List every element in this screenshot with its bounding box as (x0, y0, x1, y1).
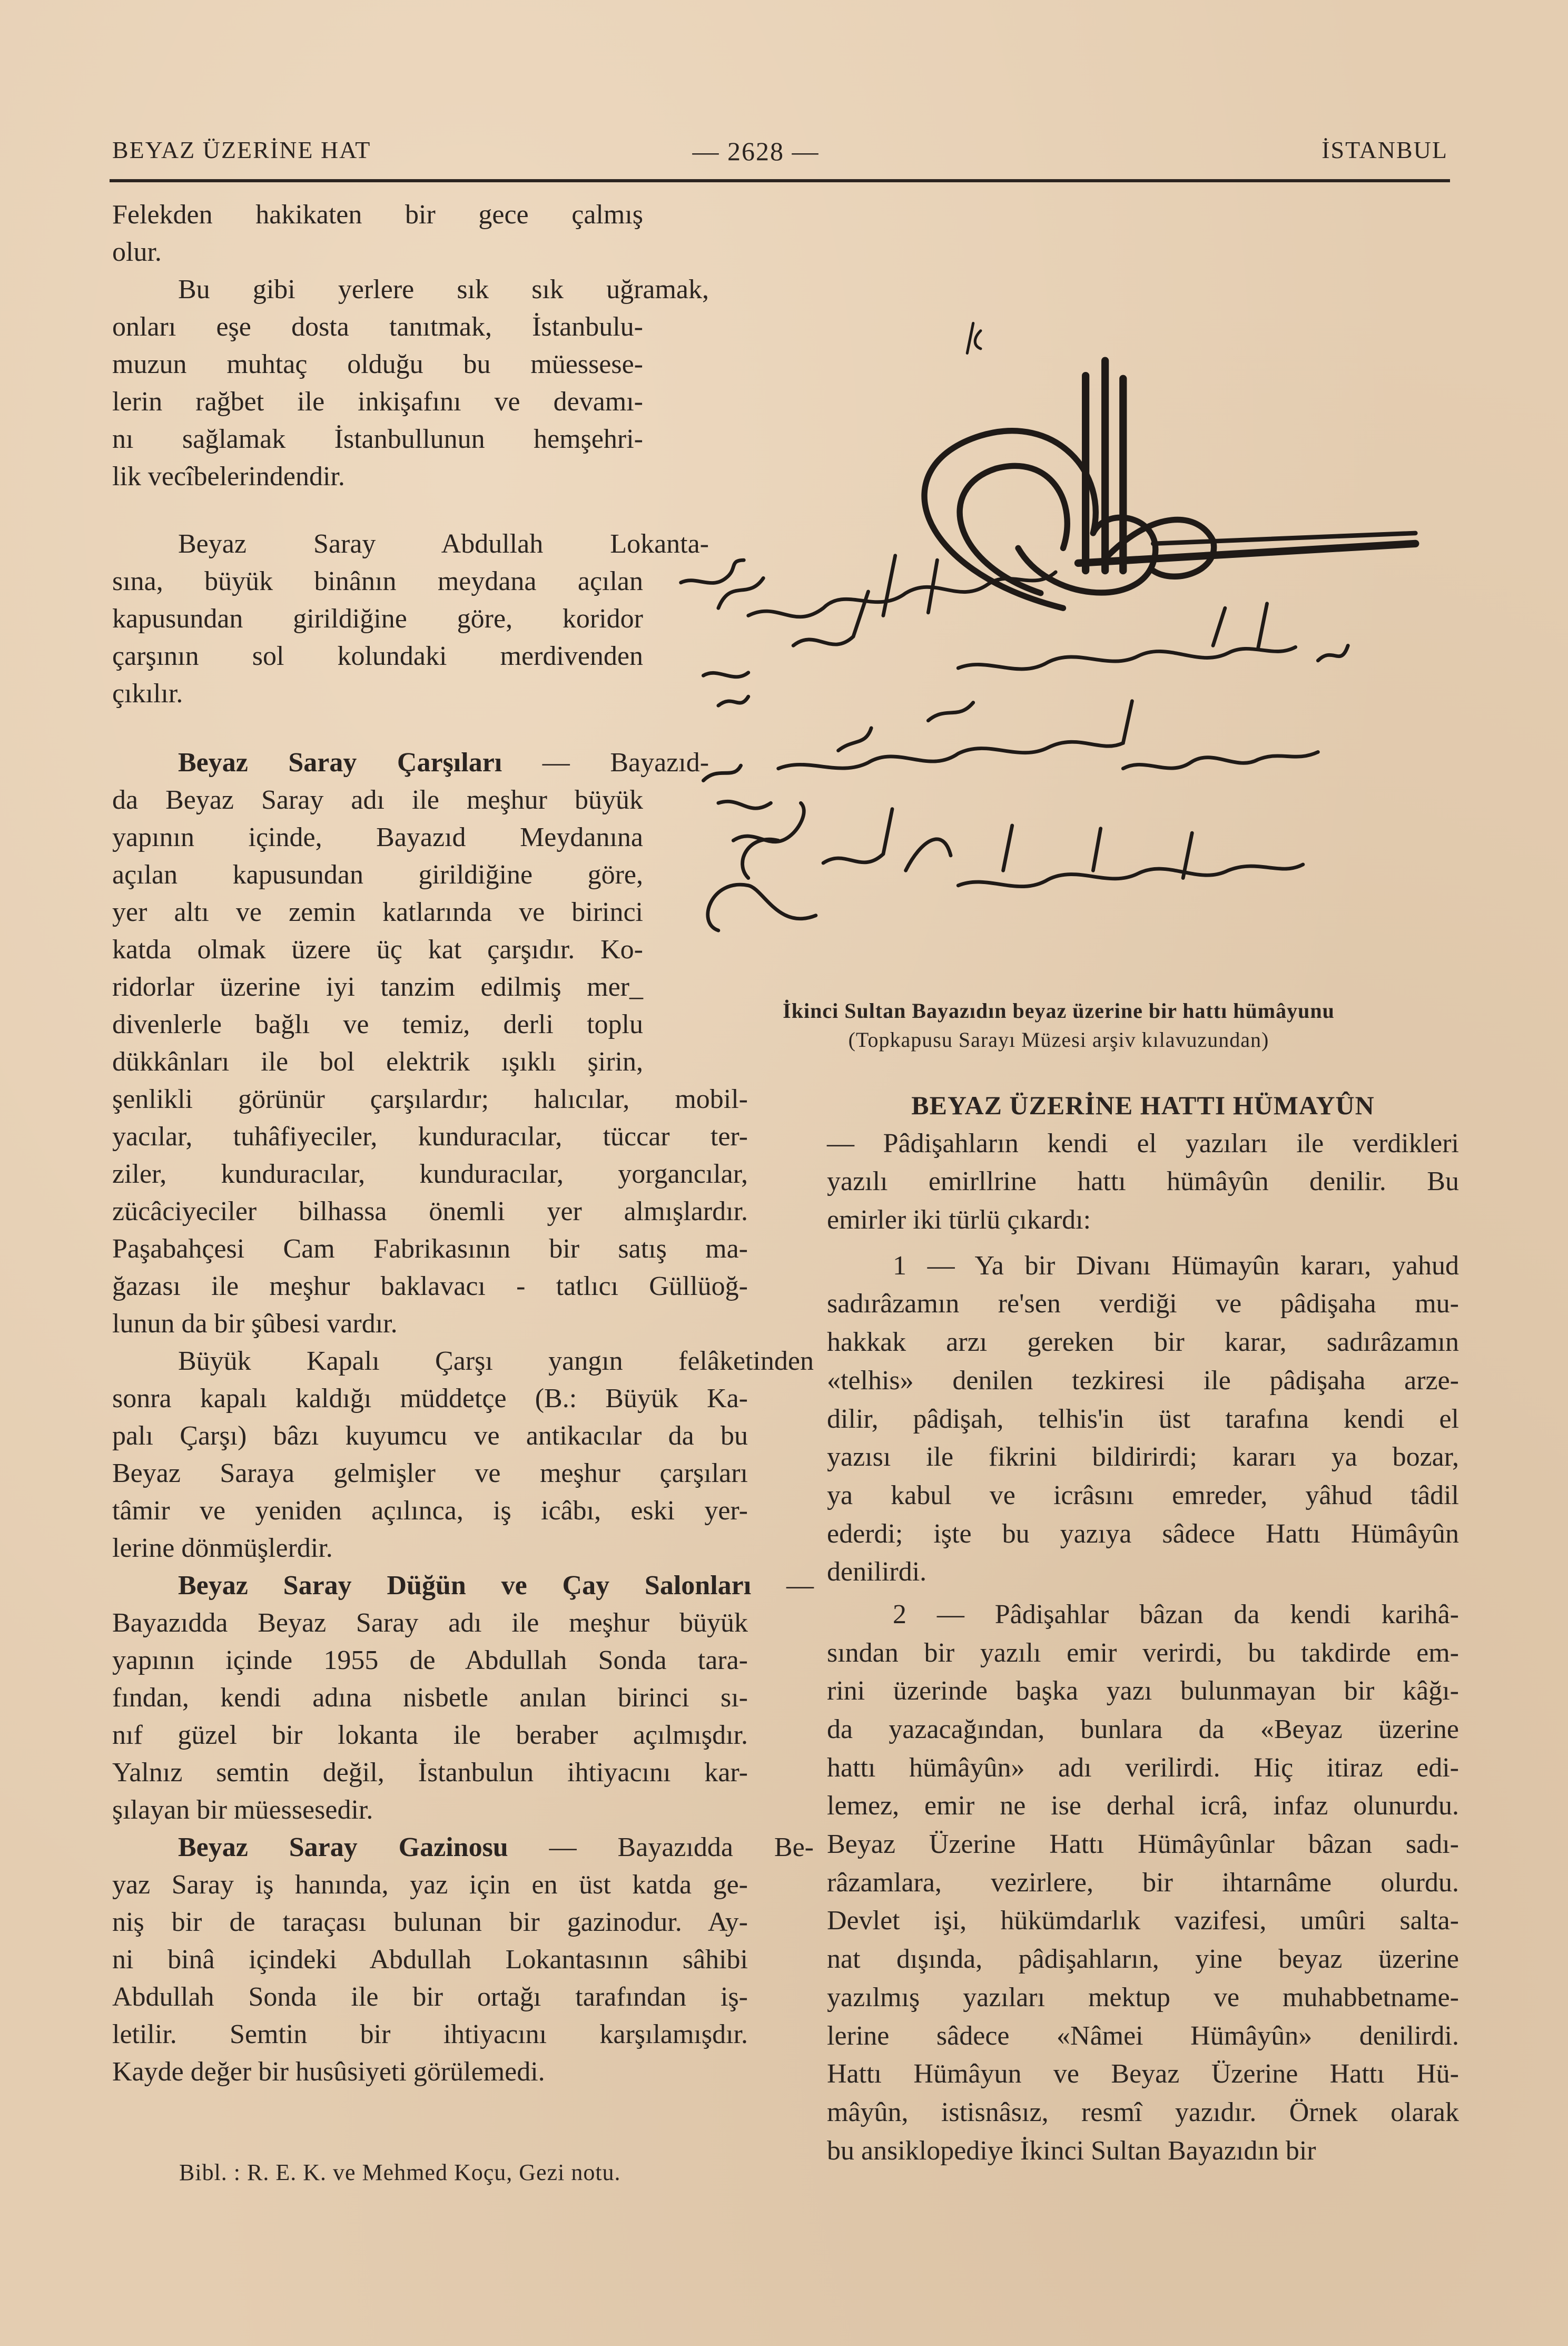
text-line: bu ansiklopediye İkinci Sultan Bayazıdın bir (827, 2135, 1316, 2166)
text-line: letilir. Semtin bir ihtiyacını karşılamışdır. (112, 2019, 748, 2049)
text-line: sonra kapalı kaldığı müddetçe (B.: Büyük Ka- (112, 1383, 748, 1414)
text-line: Yalnız semtin değil, İstanbulun ihtiyacını kar- (112, 1758, 748, 1788)
text-line: Beyaz Saray Düğün ve Çay Salonları — (178, 1570, 814, 1601)
text-line: Beyaz Üzerine Hattı Hümâyûnlar bâzan sadı- (827, 1829, 1459, 1860)
text-line: hattı hümâyûn» adı verilirdi. Hiç itiraz edi- (827, 1752, 1459, 1783)
text-line: 1 — Ya bir Divanı Hümayûn kararı, yahud (893, 1250, 1459, 1281)
running-header-section: İSTANBUL (1322, 136, 1448, 163)
text-line: Bayazıdda Beyaz Saray adı ile meşhur büyük (112, 1608, 748, 1638)
text-line: — Pâdişahların kendi el yazıları ile verdikleri (827, 1128, 1459, 1159)
tughra-figure (658, 211, 1438, 990)
entry-heading: Beyaz Saray Çarşıları (178, 748, 502, 778)
text-line: da yazacağından, bunlara da «Beyaz üzerine (827, 1714, 1459, 1744)
text-line: divenlerle bağlı ve temiz, derli toplu (112, 1009, 643, 1039)
text-line: «telhis» denilen tezkiresi ile pâdişaha arze- (827, 1365, 1459, 1396)
text-line: sından bir yazılı emir verirdi, bu takdirde em- (827, 1637, 1459, 1668)
text-line: nı sağlamak İstanbullunun hemşehri- (112, 424, 643, 454)
text-line: lik vecîbelerindendir. (112, 462, 345, 492)
text-line: Bu gibi yerlere sık sık uğramak, (178, 274, 709, 305)
text-line: zücâciyeciler bilhassa önemli yer almışlardır. (112, 1196, 748, 1226)
text-line: yapının içinde, Bayazıd Meydanına (112, 822, 643, 852)
text-line: çıkılır. (112, 679, 183, 709)
text-line: tâmir ve yeniden açılınca, iş icâbı, eski yer- (112, 1496, 748, 1526)
text-line: Felekden hakikaten bir gece çalmış (112, 200, 643, 230)
text-line: lerine dönmüşlerdir. (112, 1533, 333, 1563)
text-line: dilir, pâdişah, telhis'in üst tarafına kendi el (827, 1403, 1459, 1434)
text-line: yacılar, tuhâfiyeciler, kunduracılar, tüccar ter- (112, 1122, 748, 1152)
text-line: yapının içinde 1955 de Abdullah Sonda tara- (112, 1645, 748, 1675)
text-line: Beyaz Saray Abdullah Lokanta- (178, 529, 709, 559)
text-line: fından, kendi adına nisbetle anılan birinci sı- (112, 1683, 748, 1713)
right-column (827, 1086, 1459, 2170)
paragraph (827, 1125, 1459, 1240)
section-title: BEYAZ ÜZERİNE HATTI HÜMAYÛN (911, 1091, 1375, 1120)
text-line: kapusundan girildiğine göre, koridor (112, 604, 643, 634)
text-line: yaz Saray iş hanında, yaz için en üst katda ge- (112, 1870, 748, 1900)
text-line: Devlet işi, hükümdarlık vazifesi, umûri salta- (827, 1906, 1459, 1936)
text-line: yazılmış yazıları mektup ve muhabbetname- (827, 1982, 1459, 2013)
paragraph (827, 1247, 1459, 1592)
caption-title: İkinci Sultan Bayazıdın beyaz üzerine bir hattı hümâyunu (783, 999, 1335, 1023)
text-line: onları eşe dosta tanıtmak, İstanbulu- (112, 312, 643, 342)
text-line: yer altı ve zemin katlarında ve birinci (112, 897, 643, 927)
text-line: şenlikli görünür çarşılardır; halıcılar, mobil- (112, 1084, 748, 1114)
text-line: Kayde değer bir husûsiyeti görülemedi. (112, 2057, 545, 2087)
text-line: ni binâ içindeki Abdullah Lokantasının sâhibi (112, 1945, 748, 1975)
text-line: Abdullah Sonda ile bir ortağı tarafından iş- (112, 1982, 748, 2012)
text-line: muzun muhtaç olduğu bu müessese- (112, 349, 643, 379)
text-line: sına, büyük binânın meydana açılan (112, 566, 643, 596)
page-number: — 2628 — (692, 136, 820, 166)
entry-heading: Beyaz Saray Gazinosu (178, 1832, 508, 1862)
text-line: Paşabahçesi Cam Fabrikasının bir satış ma- (112, 1234, 748, 1264)
text-line: da Beyaz Saray adı ile meşhur büyük (112, 785, 643, 815)
text-line: nat dışında, pâdişahların, yine beyaz üzerine (827, 1944, 1459, 1975)
text-line: ederdi; işte bu yazıya sâdece Hattı Hümâyûn (827, 1518, 1459, 1549)
text-line: sadırâzamın re'sen verdiği ve pâdişaha mu- (827, 1289, 1459, 1319)
text-line: mâyûn, istisnâsız, resmî yazıdır. Örnek olarak (827, 2097, 1459, 2127)
text-line: açılan kapusundan girildiğine göre, (112, 860, 643, 890)
text-line: hakkak arzı gereken bir karar, sadırâzamın (827, 1327, 1459, 1358)
text-line: lunun da bir şûbesi vardır. (112, 1309, 398, 1339)
text-line: Beyaz Saraya gelmişler ve meşhur çarşıları (112, 1458, 748, 1488)
ottoman-script-icon (681, 323, 1348, 930)
text-line: niş bir de taraçası bulunan bir gazinodur. Ay- (112, 1907, 748, 1937)
text-line: yazılı emirllrine hattı hümâyûn denilir. Bu (827, 1166, 1459, 1197)
text-line: dükkânları ile bol elektrik ışıklı şirin, (112, 1047, 643, 1077)
text-line: Beyaz Saray Gazinosu — Bayazıdda Be- (178, 1832, 814, 1862)
text-line: palı Çarşı) bâzı kuyumcu ve antikacılar da bu (112, 1421, 748, 1451)
text-line: Hattı Hümâyun ve Beyaz Üzerine Hattı Hü- (827, 2059, 1459, 2089)
text-line: katda olmak üzere üç kat çarşıdır. Ko- (112, 935, 643, 965)
text-line: çarşının sol kolundaki merdivenden (112, 641, 643, 671)
text-line: ridorlar üzerine iyi tanzim edilmiş mer_ (112, 972, 643, 1002)
paragraph (112, 1829, 814, 2090)
text-line: lemez, emir ne ise derhal icrâ, infaz olunurdu. (827, 1791, 1459, 1821)
text-line: şılayan bir müessesedir. (112, 1795, 373, 1825)
text-line: rini üzerinde başka yazı bulunmayan bir kâğı- (827, 1676, 1459, 1706)
text-line: yazısı ile fikrini bildirirdi; kararı ya bozar, (827, 1442, 1459, 1473)
text-line: ya kabul ve icrâsını emreder, yâhud tâdil (827, 1480, 1459, 1510)
text-line: olur. (112, 237, 162, 267)
figure-caption (669, 998, 1448, 1052)
text-line: lerin rağbet ile inkişafını ve devamı- (112, 387, 643, 417)
paragraph (827, 1596, 1459, 2170)
text-line: Büyük Kapalı Çarşı yangın felâketinden (178, 1346, 814, 1376)
hatt-i-humayun-image (658, 211, 1438, 990)
text-line: nıf güzel bir lokanta ile beraber açılmışdır. (112, 1720, 748, 1750)
running-header-title: BEYAZ ÜZERİNE HAT (112, 136, 371, 163)
text-line: ziler, kunduracılar, kunduracılar, yorgancılar, (112, 1159, 748, 1189)
bibliography: Bibl. : R. E. K. ve Mehmed Koçu, Gezi notu. (179, 2160, 621, 2185)
header-rule (110, 179, 1450, 182)
text-line: 2 — Pâdişahlar bâzan da kendi karihâ- (893, 1599, 1459, 1630)
text-line: râzamlara, vezirlere, bir ihtarnâme olurdu. (827, 1867, 1459, 1898)
text-line: Beyaz Saray Çarşıları — Bayazıd- (178, 748, 709, 778)
paragraph (112, 1567, 814, 1829)
text-line: lerine sâdece «Nâmei Hümâyûn» denilirdi. (827, 2020, 1459, 2051)
entry-heading: Beyaz Saray Düğün ve Çay Salonları (178, 1570, 752, 1601)
text-line: denilirdi. (827, 1557, 927, 1587)
caption-source: (Topkapusu Sarayı Müzesi arşiv kılavuzundan) (848, 1028, 1269, 1052)
text-line: ğazası ile meşhur baklavacı - tatlıcı Güllüoğ- (112, 1271, 748, 1301)
paragraph (112, 1342, 814, 1567)
text-line: emirler iki türlü çıkardı: (827, 1205, 1091, 1235)
tughra-icon (924, 361, 1415, 608)
